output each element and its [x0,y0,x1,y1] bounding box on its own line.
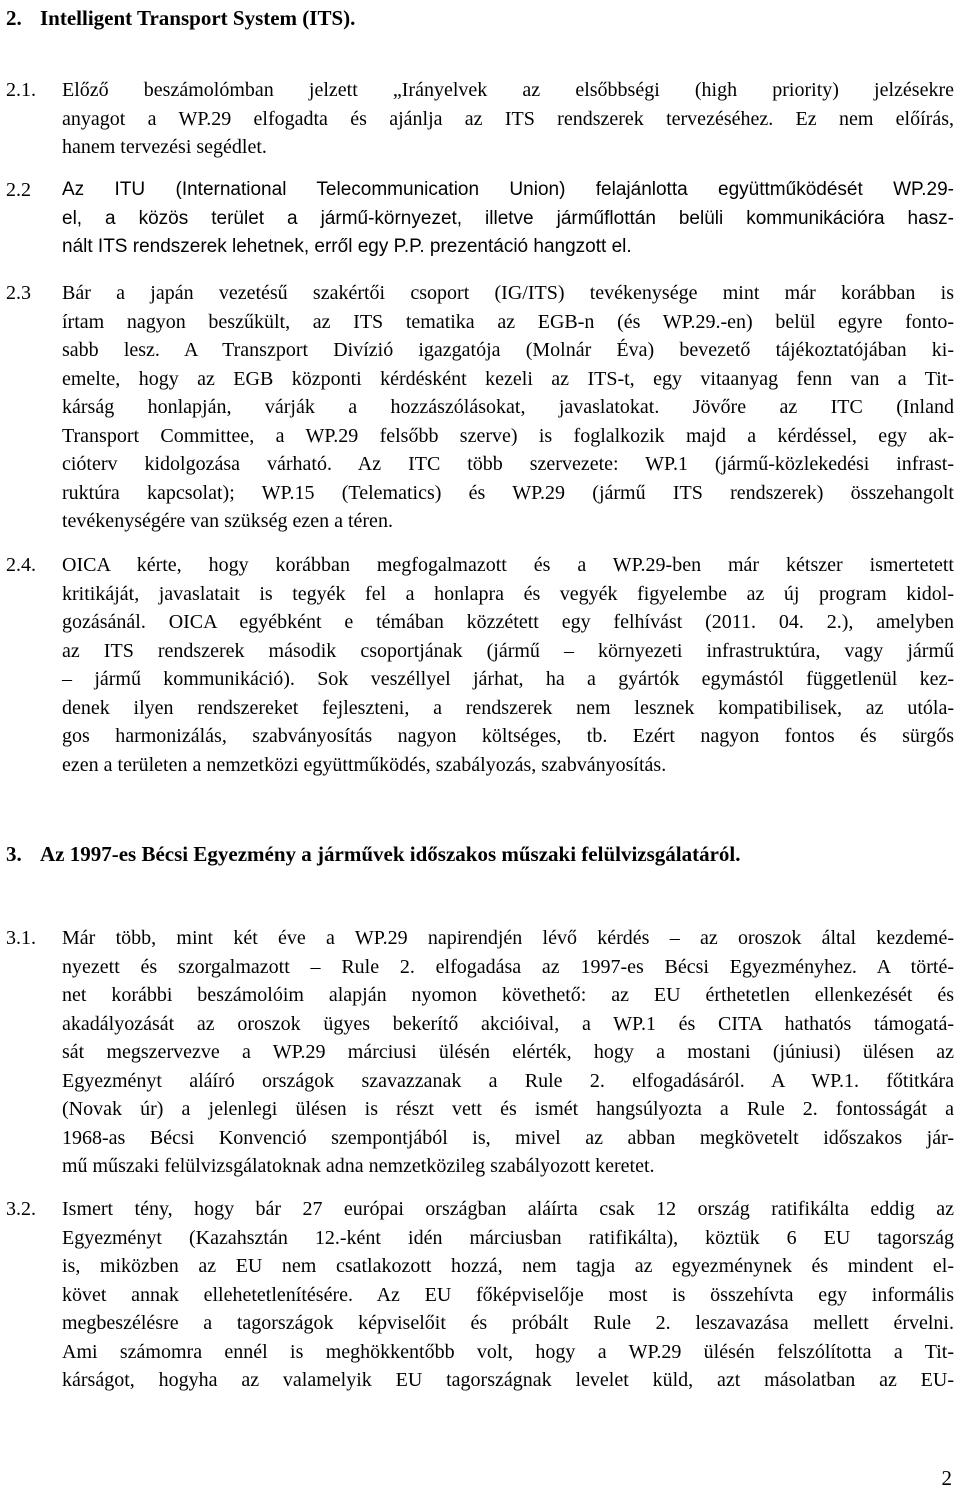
text-line: cióterv kidolgozása várható. Az ITC több szervezete: WP.1 (jármű-közlekedési infrast- [62,453,954,475]
text-line: nált ITS rendszerek lehetnek, erről egy P.P. prezentáció hangzott el. [62,236,632,257]
text-line: akadályozását az oroszok ügyes bekerítő akcióival, a WP.1 és CITA hathatós támogatá- [62,1012,954,1035]
paragraph-3-2 [6,1195,954,1395]
text-line: nyezett és szorgalmazott – Rule 2. elfogadása az 1997-es Bécsi Egyezményhez. A törté- [62,955,954,978]
paragraph-number: 3.1. [6,927,36,949]
text-line: követ annak ellehetetlenítésére. Az EU főképviselője most is összehívta egy informális [62,1283,954,1306]
page-number: 2 [941,1466,952,1490]
text-line: OICA kérte, hogy korábban megfogalmazott és a WP.29-ben már kétszer ismertetett [62,554,954,576]
paragraph-2-1 [6,76,954,162]
text-line: hanem tervezési segédlet. [62,136,267,158]
paragraph-number: 2.3 [6,282,31,304]
text-line: Ami számomra ennél is meghökkentőbb volt, hogy a WP.29 ülésén felszólította a Tit- [62,1340,954,1363]
text-line: gos harmonizálás, szabványosítás nagyon költséges, tb. Ezért nagyon fontos és sürgős [62,725,954,747]
text-line: sabb lesz. A Transzport Divízió igazgatója (Molnár Éva) bevezető tájékoztatójában ki- [62,339,954,361]
text-line: ruktúra kapcsolat); WP.15 (Telematics) és WP.29 (jármű ITS rendszerek) összehangolt [62,481,954,504]
text-line: mű műszaki felülvizsgálatoknak adna nemzetközileg szabályozott keretet. [62,1155,655,1177]
text-line: megbeszélésre a tagországok képviselőit és próbált Rule 2. leszavazása mellett érvelni. [62,1312,954,1334]
section-number: 3. [6,842,22,866]
paragraph-3-1 [6,924,954,1181]
text-line: sát megszervezve a WP.29 márciusi ülésén elérték, hogy a mostani (júniusi) ülésen az [62,1041,954,1063]
section-heading-its [6,4,355,32]
text-line: ezen a területen a nemzetközi együttműködés, szabályozás, szabványosítás. [62,753,667,776]
text-line: Az ITU (International Telecommunication Union) felajánlotta együttműködését WP.29- [62,179,954,200]
paragraph-number: 2.1. [6,79,36,101]
text-line: is, miközben az EU nem csatlakozott hozzá, nem tagja az egyezménynek és mindent el- [62,1255,954,1277]
text-line: Egyezményt (Kazahsztán 12.-ként idén márciusban ratifikálta), köztük 6 EU tagország [62,1226,954,1249]
text-line: kárságot, hogyha az valamelyik EU tagországnak levelet küld, azt másolatban az EU- [62,1369,954,1391]
paragraph-number: 3.2. [6,1198,36,1220]
text-line: (Novak úr) a jelenlegi ülésen is részt vett és ismét hangsúlyozta a Rule 2. fontosságát a [62,1098,954,1120]
text-line: tevékenységére van szükség ezen a téren. [62,510,393,532]
paragraph-number: 2.4. [6,554,36,576]
text-line: Bár a japán vezetésű szakértői csoport (IG/ITS) tevékenysége mint már korábban is [62,282,954,304]
text-line: net korábbi beszámolóim alapján nyomon követhető: az EU érthetetlen ellenkezését és [62,984,954,1006]
text-line: írtam nagyon beszűkült, az ITS tematika az EGB-n (és WP.29.-en) belül egyre fonto- [62,310,954,333]
text-line: emelte, hogy az EGB központi kérdésként kezeli az ITS-t, egy vitaanyag fenn van a Tit- [62,367,954,390]
section-title: Az 1997-es Bécsi Egyezmény a járművek időszakos műszaki felülvizsgálatáról. [40,842,741,866]
text-line: anyagot a WP.29 elfogadta és ajánlja az ITS rendszerek tervezéséhez. Ez nem előírás, [62,107,954,130]
text-line: denek ilyen rendszereket fejleszteni, a rendszerek nem lesznek kompatibilisek, az utóla- [62,696,954,719]
text-line: – jármű kommunikáció). Sok veszéllyel járhat, ha a gyártók egymástól függetlenül kez- [62,668,954,690]
section-number: 2. [6,6,22,30]
paragraph-2-2 [6,176,954,262]
text-line: kárság honlapján, várják a hozzászólásokat, javaslatokat. Jövőre az ITC (Inland [62,396,954,418]
text-line: az ITS rendszerek második csoportjának (jármű – környezeti infrastruktúra, vagy jármű [62,639,954,662]
text-line: Transport Committee, a WP.29 felsőbb szerve) is foglalkozik majd a kérdéssel, egy ak- [62,424,954,447]
text-line: kritikáját, javaslatait is tegyék fel a honlapra és vegyék figyelembe az új program kidol- [62,582,954,605]
section-heading-vienna-convention [6,840,741,868]
paragraph-number: 2.2 [6,179,31,201]
text-line: Már több, mint két éve a WP.29 napirendjén lévő kérdés – az oroszok által kezdemé- [62,927,954,949]
text-line: 1968-as Bécsi Konvenció szempontjából is, mivel az abban megkövetelt időszakos jár- [62,1126,954,1149]
text-line: el, a közös terület a jármű-környezet, illetve járműflottán belüli kommunikációra hasz- [62,207,954,229]
paragraph-2-4 [6,551,954,779]
paragraph-2-3 [6,279,954,536]
text-line: Ismert tény, hogy bár 27 európai országban aláírta csak 12 ország ratifikálta eddig az [62,1198,954,1220]
section-title: Intelligent Transport System (ITS). [40,6,356,30]
text-line: Előző beszámolómban jelzett „Irányelvek az elsőbbségi (high priority) jelzésekre [62,79,954,101]
text-line: Egyezményt aláíró országok szavazzanak a Rule 2. elfogadásáról. A WP.1. főtitkára [62,1069,954,1092]
text-line: gozásánál. OICA egyébként e témában közzétett egy felhívást (2011. 04. 2.), amelyben [62,611,954,633]
